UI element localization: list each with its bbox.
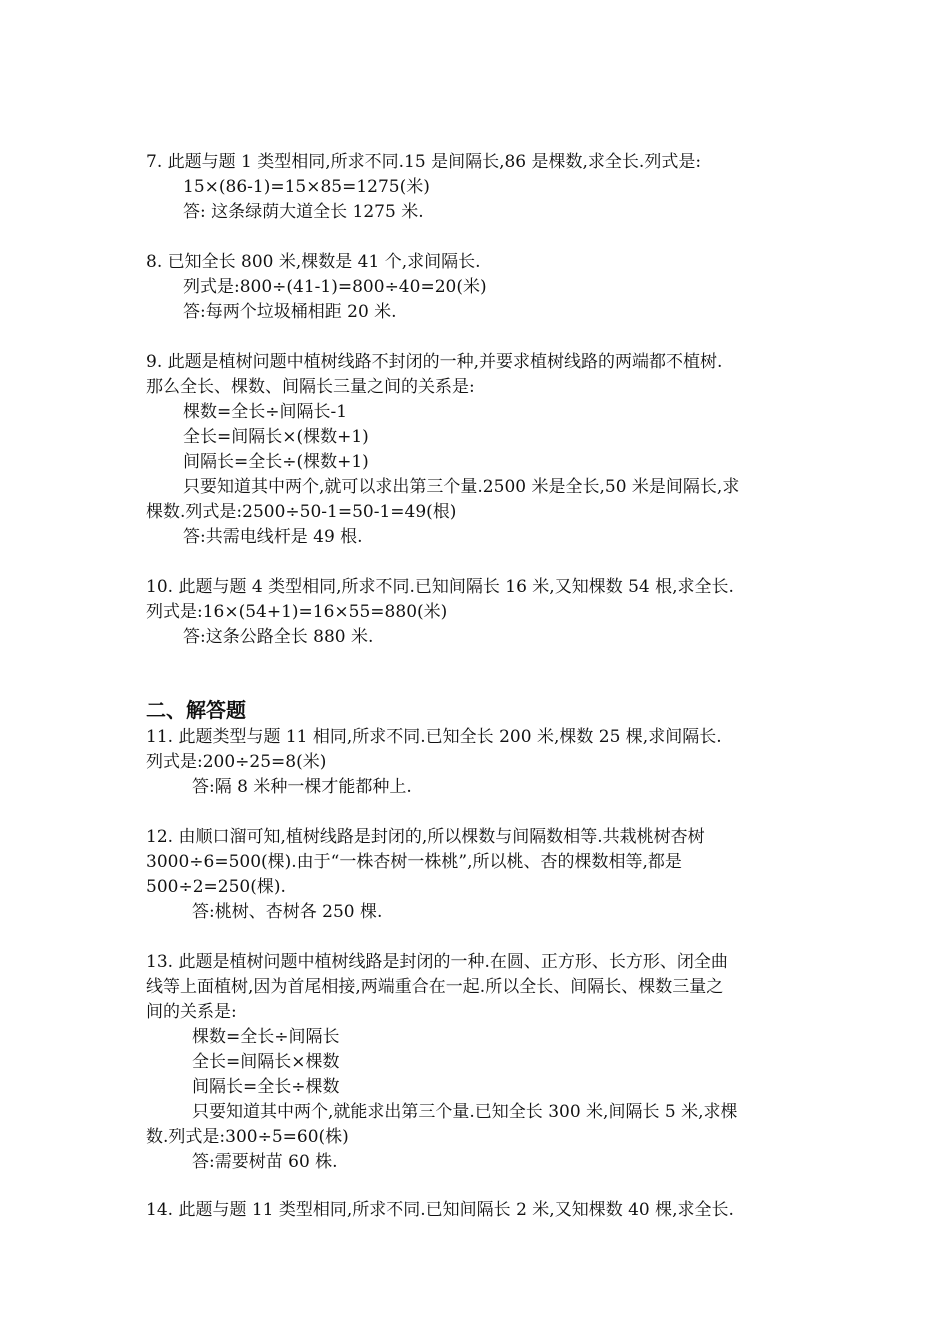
q8-answer: 答:每两个垃圾桶相距 20 米. [183, 302, 397, 322]
q9-formula-2: 全长=间隔长×(棵数+1) [183, 427, 369, 447]
q9-line-1: 9. 此题是植树问题中植树线路不封闭的一种,并要求植树线路的两端都不植树. [146, 352, 723, 372]
q10-line-2: 列式是:16×(54+1)=16×55=880(米) [146, 602, 448, 622]
q12-answer: 答:桃树、杏树各 250 棵. [192, 902, 383, 922]
q9-line-6: 只要知道其中两个,就可以求出第三个量.2500 米是全长,50 米是间隔长,求 [183, 477, 740, 497]
q12-line-2: 3000÷6=500(棵).由于“一株杏树一株桃”,所以桃、杏的棵数相等,都是 [146, 852, 682, 872]
q7-line-1: 7. 此题与题 1 类型相同,所求不同.15 是间隔长,86 是棵数,求全长.列式是: [146, 152, 702, 172]
q11-answer: 答:隔 8 米种一棵才能都种上. [192, 777, 412, 797]
q13-answer: 答:需要树苗 60 株. [192, 1152, 338, 1172]
q9-formula-1: 棵数=全长÷间隔长-1 [183, 402, 348, 422]
q13-formula-3: 间隔长=全长÷棵数 [192, 1077, 340, 1097]
q8-line-2: 列式是:800÷(41-1)=800÷40=20(米) [183, 277, 487, 297]
section-heading: 二、解答题 [146, 698, 246, 722]
q11-line-2: 列式是:200÷25=8(米) [146, 752, 327, 772]
q13-line-1: 13. 此题是植树问题中植树线路是封闭的一种.在圆、正方形、长方形、闭全曲 [146, 952, 728, 972]
q7-line-2: 15×(86-1)=15×85=1275(米) [183, 177, 430, 197]
q11-line-1: 11. 此题类型与题 11 相同,所求不同.已知全长 200 米,棵数 25 棵,求间隔长. [146, 727, 722, 747]
q9-formula-3: 间隔长=全长÷(棵数+1) [183, 452, 369, 472]
q7-answer: 答: 这条绿荫大道全长 1275 米. [183, 202, 424, 222]
q13-formula-1: 棵数=全长÷间隔长 [192, 1027, 340, 1047]
q9-line-2: 那么全长、棵数、间隔长三量之间的关系是: [146, 377, 475, 397]
q10-line-1: 10. 此题与题 4 类型相同,所求不同.已知间隔长 16 米,又知棵数 54 根,求全长. [146, 577, 734, 597]
q13-line-7: 只要知道其中两个,就能求出第三个量.已知全长 300 米,间隔长 5 米,求棵 [192, 1102, 738, 1122]
q9-line-7: 棵数.列式是:2500÷50-1=50-1=49(根) [146, 502, 457, 522]
q10-answer: 答:这条公路全长 880 米. [183, 627, 374, 647]
q13-line-8: 数.列式是:300÷5=60(株) [146, 1127, 349, 1147]
q14-line-1: 14. 此题与题 11 类型相同,所求不同.已知间隔长 2 米,又知棵数 40 棵,求全长. [146, 1200, 734, 1220]
q13-line-2: 线等上面植树,因为首尾相接,两端重合在一起.所以全长、间隔长、棵数三量之 [146, 977, 724, 997]
q9-answer: 答:共需电线杆是 49 根. [183, 527, 363, 547]
q13-line-3: 间的关系是: [146, 1002, 237, 1022]
q12-line-3: 500÷2=250(棵). [146, 877, 286, 897]
q13-formula-2: 全长=间隔长×棵数 [192, 1052, 340, 1072]
q12-line-1: 12. 由顺口溜可知,植树线路是封闭的,所以棵数与间隔数相等.共栽桃树杏树 [146, 827, 705, 847]
q8-line-1: 8. 已知全长 800 米,棵数是 41 个,求间隔长. [146, 252, 481, 272]
